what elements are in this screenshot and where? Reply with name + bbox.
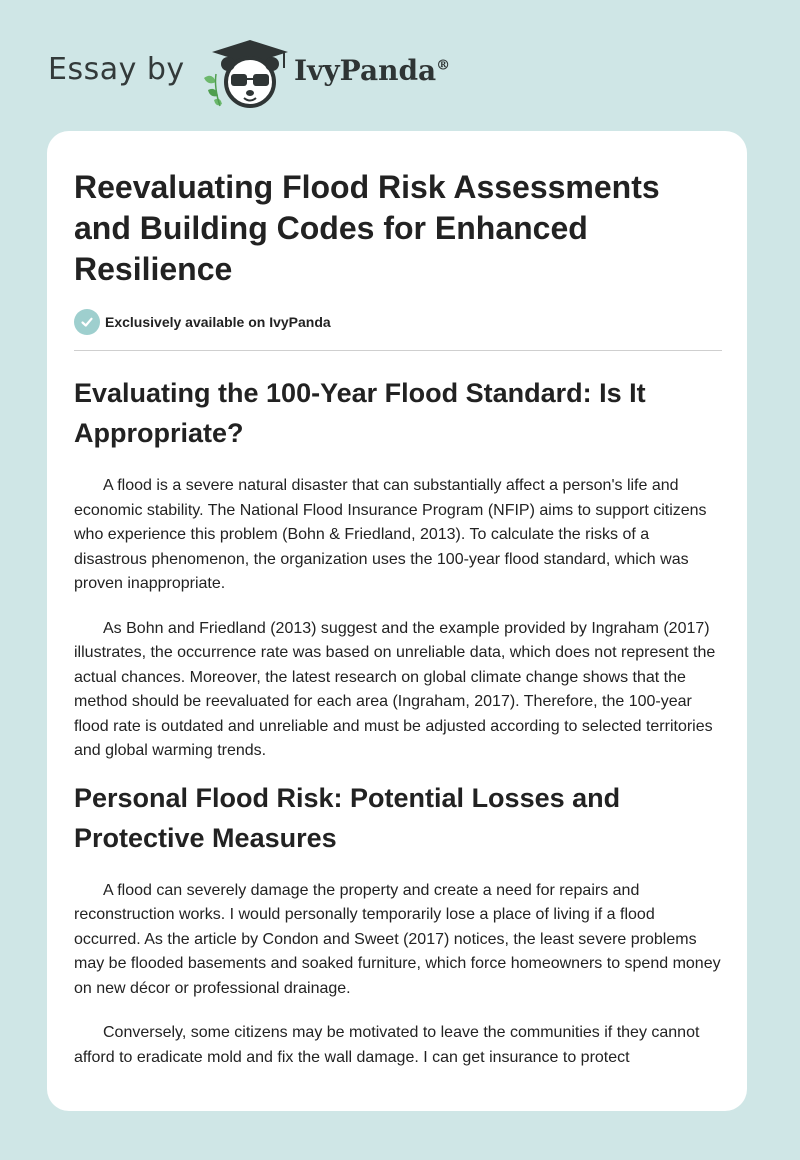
panda-logo-icon[interactable] [198, 38, 290, 110]
essay-by-label: Essay by [48, 52, 185, 87]
brand-text: IvyPanda [294, 54, 437, 87]
registered-mark: ® [436, 57, 451, 74]
exclusive-badge-label: Exclusively available on IvyPanda [105, 314, 331, 330]
paragraph: A flood is a severe natural disaster that can substantially affect a person's life and economic stability. The National Flood Insurance Program (NFIP) aims to support citizens who experience this problem (Bohn & Friedland, 2013). To calculate the risks of a disastrous phenomenon, the organization uses the 100-year flood standard, which was proven inappropriate. [74, 477, 707, 592]
essay-card [47, 131, 747, 1111]
site-header [0, 0, 800, 130]
brand-name[interactable] [294, 54, 450, 87]
essay-title: Reevaluating Flood Risk Assessments and Building Codes for Enhanced Resilience [74, 169, 660, 287]
section-heading: Evaluating the 100-Year Flood Standard: Is It Appropriate? [74, 378, 646, 448]
section-heading: Personal Flood Risk: Potential Losses and Protective Measures [74, 782, 621, 853]
divider [74, 350, 722, 351]
paragraph: As Bohn and Friedland (2013) suggest and the example provided by Ingraham (2017) illustrates, the occurrence rate was based on unreliable data, which does not represent the actual chances. Moreover, the latest research on global climate change shows that the method should be reevaluated for each area (Ingraham, 2017). Therefore, the 100-year flood rate is outdated and unreliable and must be adjusted according to selected territories and global warming trends. [74, 619, 716, 759]
paragraph: A flood can severely damage the property and create a need for repairs and reconstruction works. I would personally temporarily lose a place of living if a flood occurred. As the article by Condon and Sweet (2017) notices, the least severe problems may be flooded basements and soaked furniture, which force homeowners to spend money on new décor or professional drainage. [74, 881, 721, 997]
check-circle-icon [74, 309, 100, 335]
paragraph: Conversely, some citizens may be motivated to leave the communities if they cannot afford to eradicate mold and fix the wall damage. I can get insurance to protect [74, 1024, 700, 1066]
exclusive-badge [74, 308, 722, 336]
